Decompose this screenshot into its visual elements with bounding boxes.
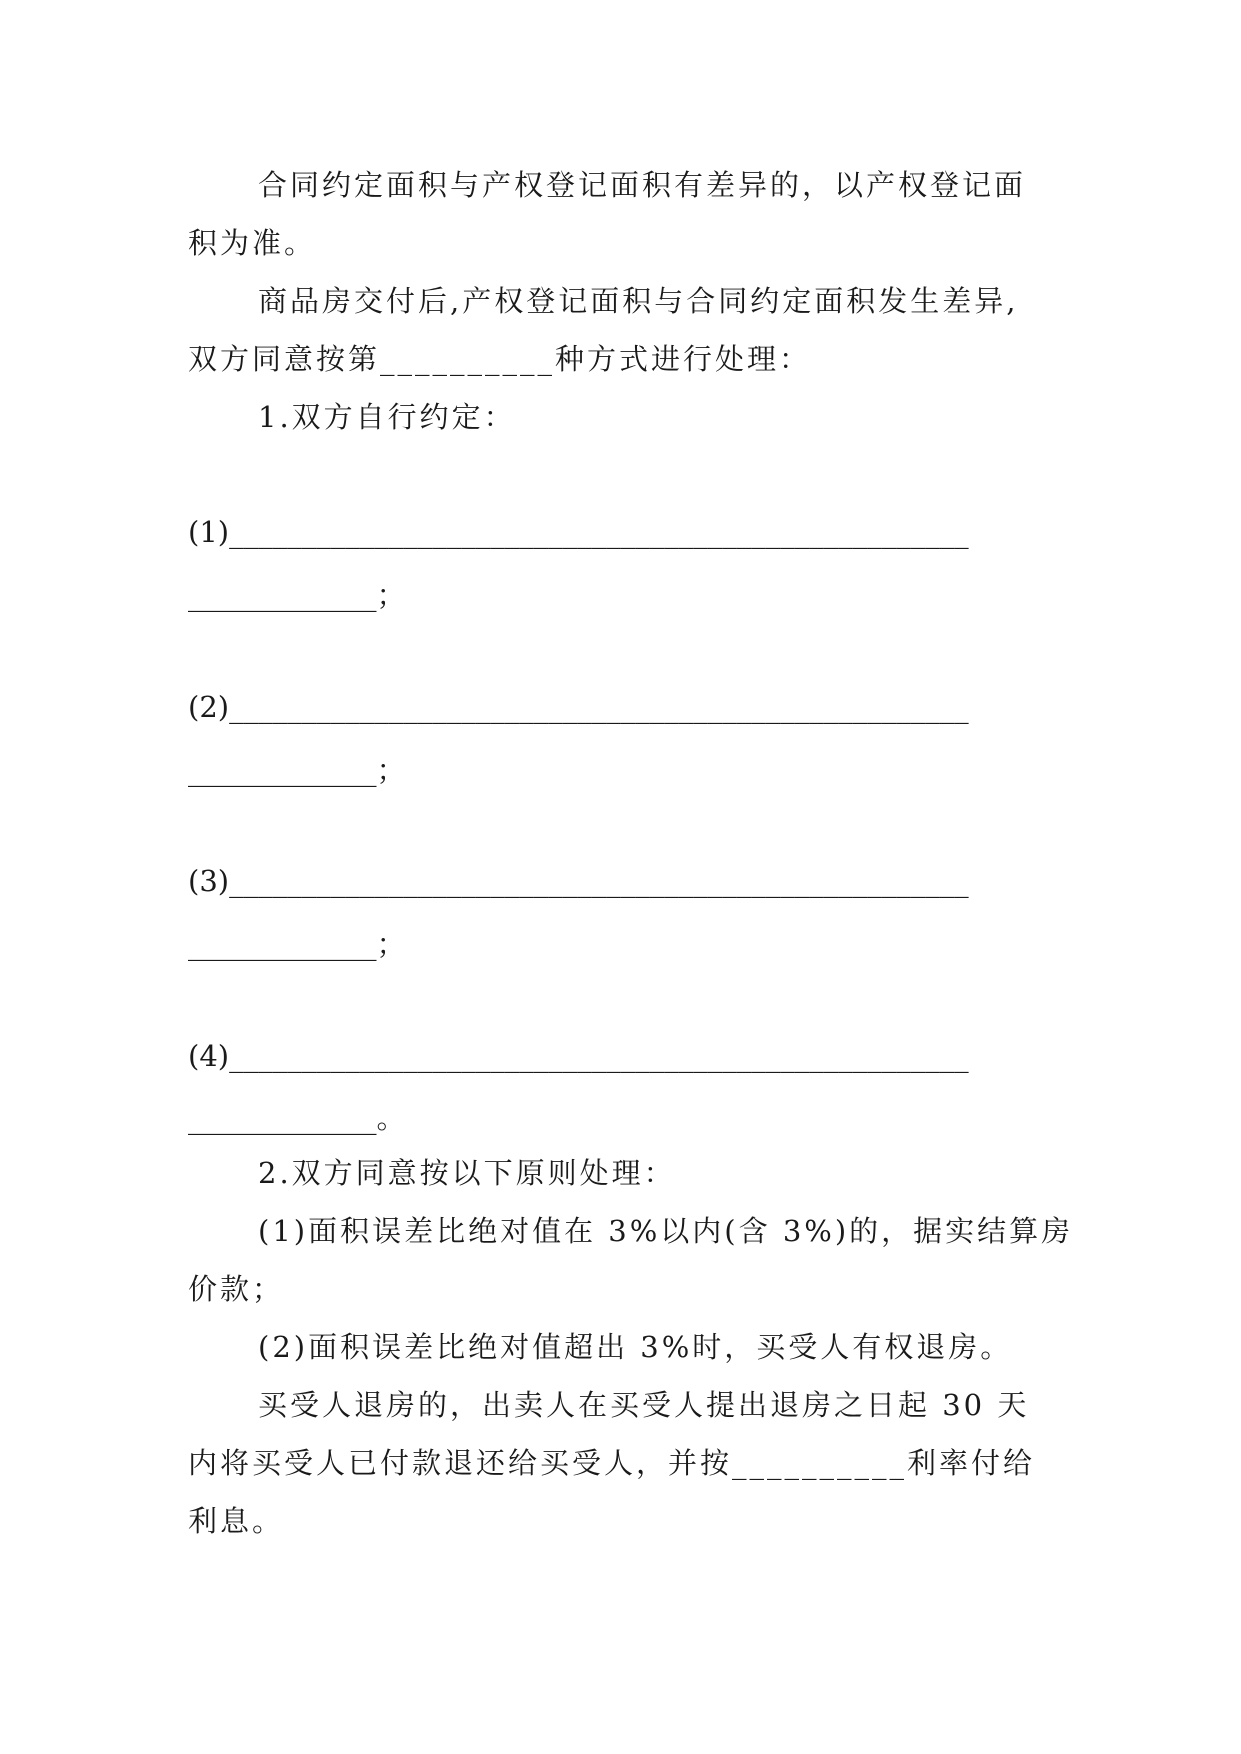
blank-line-4-end: _____________。 bbox=[188, 1101, 406, 1135]
blank-line-1-end: _____________； bbox=[188, 578, 406, 612]
paragraph-line: (1)面积误差比绝对值在 3%以内(含 3%)的，据实结算房 bbox=[258, 1214, 1074, 1248]
paragraph-line: 价款； bbox=[188, 1272, 285, 1306]
blank-line-2-end: _____________； bbox=[188, 753, 406, 787]
paragraph-line: 积为准。 bbox=[188, 226, 317, 260]
blank-line-3: (3)___________________________________________________ bbox=[188, 864, 969, 898]
blank-line-1: (1)___________________________________________________ bbox=[188, 515, 969, 549]
list-heading: 2.双方同意按以下原则处理： bbox=[258, 1156, 676, 1190]
paragraph-line: 利息。 bbox=[188, 1504, 285, 1538]
blank-line-2: (2)___________________________________________________ bbox=[188, 690, 969, 724]
paragraph-line: 商品房交付后,产权登记面积与合同约定面积发生差异, bbox=[258, 284, 1019, 318]
list-heading: 1.双方自行约定： bbox=[258, 400, 516, 434]
paragraph-line: 双方同意按第__________种方式进行处理： bbox=[188, 342, 812, 376]
paragraph-line: 合同约定面积与产权登记面积有差异的，以产权登记面 bbox=[258, 168, 1027, 202]
paragraph-line: 买受人退房的，出卖人在买受人提出退房之日起 30 天 bbox=[258, 1388, 1030, 1422]
blank-line-4: (4)___________________________________________________ bbox=[188, 1039, 969, 1073]
blank-line-3-end: _____________； bbox=[188, 927, 406, 961]
paragraph-line: 内将买受人已付款退还给买受人，并按__________利率付给 bbox=[188, 1446, 1036, 1480]
paragraph-line: (2)面积误差比绝对值超出 3%时，买受人有权退房。 bbox=[258, 1330, 1013, 1364]
